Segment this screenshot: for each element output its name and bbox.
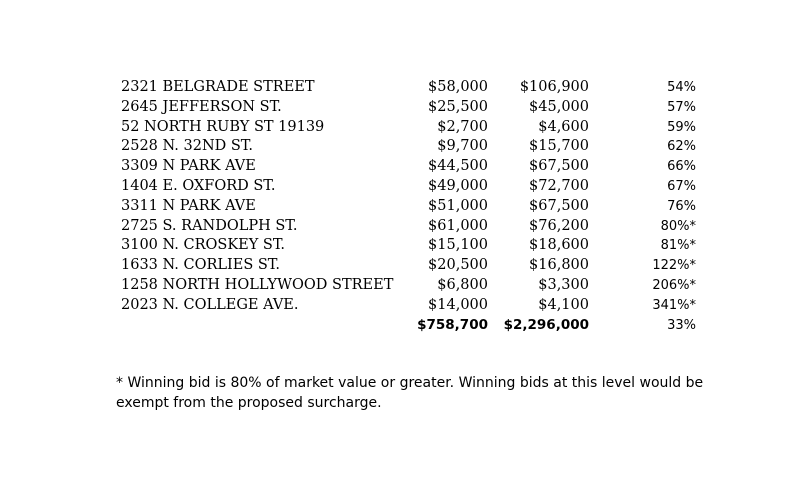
market-value-cell: $3,300 (538, 276, 589, 293)
market-value-cell: $18,600 (529, 237, 589, 254)
winning-bid-cell: $25,500 (428, 98, 488, 115)
address-cell: 1258 NORTH HOLLYWOOD STREET (121, 276, 394, 293)
percent-cell: 67% (667, 178, 696, 194)
address-cell: 2321 BELGRADE STREET (121, 79, 315, 95)
table-row (0, 296, 800, 316)
market-value-cell: $45,000 (529, 98, 589, 115)
market-value-cell: $16,800 (529, 257, 589, 274)
address-cell: 1404 E. OXFORD ST. (121, 177, 276, 194)
address-cell: 52 NORTH RUBY ST 19139 (121, 118, 325, 135)
percent-cell: 57% (667, 99, 696, 115)
percent-cell: 66% (667, 159, 696, 175)
total-percent: 33% (667, 317, 696, 333)
winning-bid-cell: $9,700 (437, 138, 488, 155)
percent-cell: 80%* (660, 218, 696, 234)
winning-bid-cell: $2,700 (437, 118, 488, 135)
address-cell: 3309 N PARK AVE (121, 158, 256, 175)
address-cell: 3100 N. CROSKEY ST. (121, 237, 286, 254)
address-cell: 2023 N. COLLEGE AVE. (121, 296, 299, 313)
market-value-cell: $4,600 (538, 118, 589, 135)
table-row (0, 217, 800, 237)
footnote: * Winning bid is 80% of market value or greater. Winning bids at this level would be exempt from the proposed surcharge. (116, 375, 704, 411)
table-row (0, 137, 800, 157)
market-value-cell: $67,500 (529, 158, 589, 175)
winning-bid-cell: $15,100 (428, 237, 488, 254)
address-cell: 2528 N. 32ND ST. (121, 138, 253, 155)
total-market-value: $2,296,000 (503, 316, 589, 333)
winning-bid-cell: $61,000 (428, 217, 488, 234)
table-row (0, 236, 800, 256)
market-value-cell: $15,700 (529, 138, 589, 155)
market-value-cell: $76,200 (529, 217, 589, 234)
table-row (0, 118, 800, 138)
winning-bid-cell: $14,000 (428, 296, 488, 313)
percent-cell: 206%* (652, 277, 696, 293)
winning-bid-cell: $49,000 (428, 177, 488, 194)
table-row (0, 157, 800, 177)
address-cell: 2645 JEFFERSON ST. (121, 98, 282, 115)
table-row (0, 177, 800, 197)
market-value-cell: $106,900 (519, 79, 589, 95)
market-value-cell: $4,100 (538, 296, 589, 313)
address-cell: 3311 N PARK AVE (121, 197, 256, 214)
winning-bid-cell: $44,500 (428, 158, 488, 175)
address-cell: 1633 N. CORLIES ST. (121, 257, 280, 274)
table-row (0, 197, 800, 217)
winning-bid-cell: $51,000 (428, 197, 488, 214)
property-table (0, 78, 800, 335)
percent-cell: 59% (667, 119, 696, 135)
table-row (0, 276, 800, 296)
percent-cell: 341%* (652, 297, 696, 313)
table-row (0, 256, 800, 276)
winning-bid-cell: $58,000 (428, 79, 488, 95)
market-value-cell: $72,700 (529, 177, 589, 194)
total-winning-bid: $758,700 (417, 316, 488, 333)
winning-bid-cell: $20,500 (428, 257, 488, 274)
totals-row (0, 316, 800, 336)
winning-bid-cell: $6,800 (437, 276, 488, 293)
percent-cell: 122%* (652, 258, 696, 274)
address-cell: 2725 S. RANDOLPH ST. (121, 217, 298, 234)
table-row (0, 78, 800, 98)
percent-cell: 54% (667, 80, 696, 95)
percent-cell: 62% (667, 139, 696, 155)
percent-cell: 76% (667, 198, 696, 214)
market-value-cell: $67,500 (529, 197, 589, 214)
table-row (0, 98, 800, 118)
percent-cell: 81%* (660, 238, 696, 254)
